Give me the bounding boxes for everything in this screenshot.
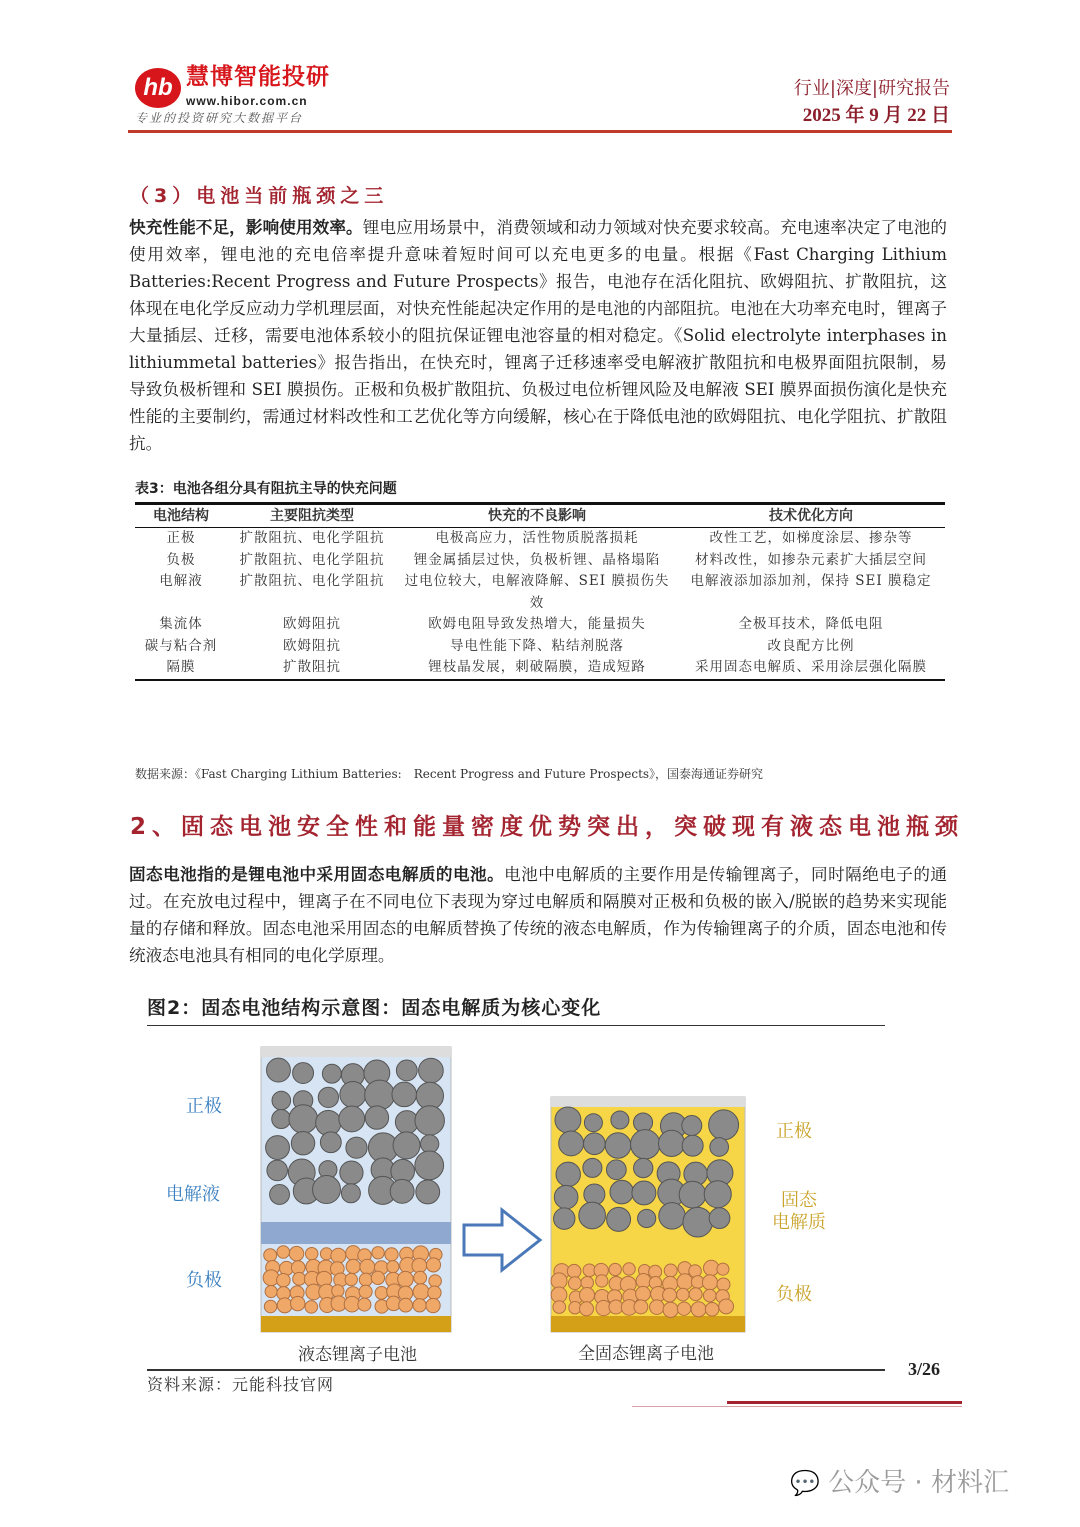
table-cell: 电解液添加添加剂，保持 SEI 膜稳定 — [690, 573, 932, 589]
footer-rule-thin — [632, 1406, 962, 1407]
label-cathode-right: 正极 — [776, 1121, 812, 1142]
table-cell: 过电位较大，电解液降解、SEI 膜损伤失效 — [404, 573, 670, 611]
table-cell: 扩散阻抗、电化学阻抗 — [239, 551, 385, 568]
cathode-particle — [272, 1091, 291, 1110]
table-cell: 扩散阻抗、电化学阻抗 — [239, 573, 385, 589]
paragraph-lead: 快充性能不足，影响使用效率。 — [129, 217, 363, 237]
cathode-particle — [556, 1162, 580, 1186]
table-cell: 全极耳技术，降低电阻 — [738, 616, 884, 632]
watermark — [790, 1466, 1009, 1500]
cathode-particle — [320, 1132, 341, 1153]
paragraph-body: 锂电应用场景中，消费领域和动力领域对快充要求较高。充电速率决定了电池的使用效率，锂电池的充电倍率提升意味着短时间可以充电更多的电量。根据《Fast Charging Lithium Batteries:Recent Progress and Future Prospects》报告，电池存在活化阻抗、欧姆阻抗、扩散阻抗，这体现在电化学反应动力学机理层面，对快充性能起决定作用的是电池的内部阻抗。电池在大功率充电时，锂离子大量插层、迁移，需要电池体系较小的阻抗保证锂电池容量的相对稳定。《Solid electrolyte interphases in lithiummetal batteries》报告指出，在快充时，锂离子迁移速率受电解液扩散阻抗和电极界面阻抗限制，易导致负极析锂和 SEI 膜损伤。正极和负极扩散阻抗、负极过电位析锂风险及电解液 SEI 膜界面损伤演化是快充性能的主要制约，需通过材料改性和工艺优化等方向缓解，核心在于降低电池的欧姆阻抗、电化学阻抗、扩散阻抗。 — [129, 218, 948, 453]
figure-bottom-rule — [147, 1369, 885, 1371]
column-header: 技术优化方向 — [677, 504, 945, 528]
label-cathode-left: 正极 — [186, 1096, 222, 1117]
cathode-particle — [340, 1081, 366, 1107]
anode-particle — [331, 1248, 346, 1263]
cathode-particle — [584, 1133, 606, 1155]
anode-particle — [305, 1247, 317, 1259]
anode-particle — [375, 1287, 388, 1300]
cathode-particle — [419, 1058, 444, 1083]
cathode-particle — [415, 1106, 444, 1135]
table-cell: 扩散阻抗 — [227, 657, 397, 680]
table-row — [135, 528, 945, 550]
anode-particle — [553, 1301, 566, 1314]
cathode-particle — [682, 1135, 703, 1156]
anode-particle — [289, 1246, 303, 1260]
anode-particle — [426, 1298, 440, 1312]
column-header: 快充的不良影响 — [397, 504, 677, 528]
table-cell: 改良配方比例 — [767, 637, 855, 654]
cathode-particle — [605, 1133, 631, 1159]
section-heading-2: 2、固态电池安全性和能量密度优势突出，突破现有液态电池瓶颈 — [130, 814, 965, 840]
cathode-particle — [554, 1208, 575, 1229]
anode-particle — [677, 1274, 693, 1290]
report-date: 2025 年 9 月 22 日 — [802, 105, 950, 126]
cathode-particle — [322, 1064, 341, 1083]
anode-particle — [277, 1246, 290, 1259]
cathode-particle — [346, 1137, 367, 1158]
paragraph-body: 电池中电解质的主要作用是传输锂离子，同时隔绝电子的通过。在充放电过程中，锂离子在不同电位下表现为穿过电解质和隔膜对正极和负极的嵌入/脱嵌的趋势来实现能量的存储和释放。固态电池采用固态的电解质替换了传统的液态电解质，作为传输锂离子的介质，固态电池和传统液态电池具有相同的电化学原理。 — [129, 865, 947, 965]
cathode-particle — [415, 1151, 444, 1180]
cathode-particle — [683, 1207, 713, 1237]
section-heading: （3）电池当前瓶颈之三 — [130, 185, 389, 207]
anode-particle — [650, 1300, 665, 1315]
logo-mark: hb — [135, 68, 181, 108]
cathode-particle — [340, 1161, 363, 1184]
anode-particle — [305, 1301, 318, 1314]
cathode-particle — [339, 1106, 365, 1132]
label-anode-left: 负极 — [186, 1270, 222, 1291]
anode-particle — [372, 1247, 384, 1259]
table-row — [135, 571, 945, 614]
arrow-icon — [464, 1210, 540, 1270]
footer-rule — [727, 1401, 962, 1404]
anode-particle — [359, 1285, 372, 1298]
cathode-particle — [392, 1082, 417, 1107]
logo-name: 慧博智能投研 — [186, 64, 330, 90]
cathode-particle — [583, 1158, 602, 1177]
column-header: 主要阻抗类型 — [227, 504, 397, 528]
anode-particle — [689, 1288, 702, 1301]
report-type: 行业|深度|研究报告 — [793, 78, 950, 99]
cathode-particle — [679, 1181, 706, 1208]
label-anode-right: 负极 — [776, 1284, 812, 1305]
cathode-particle — [293, 1063, 314, 1084]
paragraph-lead: 固态电池指的是锂电池中采用固态电解质的电池。 — [129, 864, 505, 884]
anode-particle — [346, 1259, 360, 1273]
cathode-particle — [390, 1179, 414, 1203]
table-cell: 导电性能下降、粘结剂脱落 — [450, 637, 624, 654]
anode-particle — [399, 1298, 413, 1312]
anode-particle — [414, 1271, 427, 1284]
caption-solid-battery: 全固态锂离子电池 — [578, 1344, 714, 1364]
table-cell: 正极 — [166, 530, 196, 546]
table-cell: 欧姆电阻导致发热增大，能量损失 — [428, 616, 646, 632]
page-number: 3/26 — [908, 1359, 941, 1379]
cathode-particle — [634, 1113, 653, 1132]
cathode-particle — [631, 1130, 660, 1159]
cathode-particle — [606, 1160, 626, 1180]
anode-particle — [634, 1300, 648, 1314]
anode-particle — [717, 1263, 729, 1275]
table-cell: 碳与粘合剂 — [144, 637, 218, 654]
cathode-particle — [634, 1158, 653, 1177]
cathode-particle — [421, 1135, 439, 1153]
watermark-text: 公众号 · 材料汇 — [828, 1468, 1009, 1498]
anode-particle — [677, 1302, 690, 1315]
table-row — [135, 636, 945, 658]
table-header-row — [135, 504, 945, 528]
anode-particle — [332, 1285, 344, 1297]
table-cell: 欧姆阻抗 — [283, 616, 341, 632]
column-header: 电池结构 — [135, 504, 227, 528]
cathode-particle — [396, 1060, 417, 1081]
anode-particle — [429, 1275, 442, 1288]
cathode-particle — [710, 1138, 729, 1157]
anode-particle — [291, 1296, 305, 1310]
table-cell: 材料改性，如掺杂元素扩大插层空间 — [695, 551, 927, 568]
logo-url[interactable]: www.hibor.com.cn — [186, 94, 308, 108]
cathode-particle — [559, 1131, 584, 1156]
cathode-particle — [289, 1105, 318, 1134]
anode-particle — [413, 1284, 429, 1300]
anode-particle — [358, 1298, 371, 1311]
anode-particle — [717, 1278, 730, 1291]
anode-particle — [413, 1299, 426, 1312]
anode-particle — [568, 1277, 581, 1290]
cathode-particle — [318, 1087, 338, 1107]
table-cell: 锂金属插层过快，负极析锂、晶格塌陷 — [413, 551, 661, 568]
cathode-particle — [584, 1114, 602, 1132]
anode-particle — [293, 1272, 306, 1285]
anode-particle — [705, 1303, 719, 1317]
figure-title-rule — [147, 1025, 885, 1026]
cathode-particle — [658, 1130, 684, 1156]
table-cell: 改性工艺，如梯度涂层、掺杂等 — [709, 530, 913, 546]
table-cell: 扩散阻抗、电化学阻抗 — [239, 530, 385, 546]
table-cell: 欧姆阻抗 — [283, 637, 341, 654]
cathode-particle — [266, 1136, 290, 1160]
cathode-particle — [638, 1209, 656, 1227]
anode-particle — [426, 1258, 440, 1272]
anode-particle — [359, 1273, 372, 1286]
cathode-particle — [659, 1203, 685, 1229]
anode-particle — [609, 1263, 621, 1275]
cathode-particle — [416, 1180, 440, 1204]
anode-particle — [277, 1298, 292, 1313]
cathode-particle — [365, 1080, 395, 1110]
figure-title: 图2：固态电池结构示意图：固态电解质为核心变化 — [147, 997, 602, 1019]
cathode-particle — [555, 1107, 581, 1133]
figure-source: 资料来源：元能科技官网 — [147, 1375, 335, 1394]
cathode-particle — [554, 1185, 578, 1209]
anode-particle — [345, 1273, 357, 1285]
table-row — [135, 614, 945, 636]
anode-particle — [398, 1271, 414, 1287]
anode-particle — [636, 1286, 651, 1301]
wechat-icon: 💬 — [790, 1469, 820, 1497]
anode-particle — [264, 1249, 277, 1262]
liquid-battery-cell — [261, 1047, 451, 1332]
anode-particle — [579, 1302, 593, 1316]
anode-particle — [264, 1300, 276, 1312]
table-title: 表3：电池各组分具有阻抗主导的快充问题 — [135, 481, 397, 497]
caption-liquid-battery: 液态锂离子电池 — [298, 1345, 417, 1365]
anode-particle — [277, 1273, 291, 1287]
cathode-particle — [632, 1181, 656, 1205]
anode-particle — [371, 1271, 384, 1284]
anode-particle — [580, 1287, 595, 1302]
anode-particle — [387, 1261, 399, 1273]
cathode-particle — [607, 1207, 631, 1231]
solid-battery-cell — [551, 1097, 745, 1332]
cathode-particle — [709, 1208, 730, 1229]
anode-particle — [596, 1275, 608, 1287]
anode-particle — [677, 1288, 690, 1301]
table-cell: 隔膜 — [135, 657, 227, 680]
table-cell: 电解液 — [159, 573, 203, 589]
anode-particle — [265, 1285, 277, 1297]
cathode-particle — [365, 1106, 388, 1129]
paragraph-fast-charging — [129, 214, 947, 457]
anode-particle — [623, 1263, 635, 1275]
anode-particle — [412, 1258, 427, 1273]
cathode-particle — [272, 1110, 291, 1129]
paragraph-solid-state — [129, 861, 947, 969]
anode-particle — [719, 1299, 734, 1314]
anode-particle — [567, 1264, 581, 1278]
cathode-particle — [270, 1185, 290, 1205]
cathode-particle — [393, 1132, 420, 1159]
logo-slogan: 专业的投资研究大数据平台 — [135, 111, 304, 125]
anode-particle — [663, 1288, 677, 1302]
cathode-particle — [341, 1184, 360, 1203]
cathode-particle — [610, 1180, 634, 1204]
cathode-particle — [611, 1111, 629, 1129]
cathode-particle — [682, 1116, 702, 1136]
anode-particle — [702, 1275, 717, 1290]
fast-charging-table — [135, 502, 945, 681]
cathode-particle — [579, 1202, 606, 1229]
table-row — [135, 550, 945, 572]
label-electrolyte-left: 电解液 — [166, 1184, 220, 1205]
cathode-particle — [709, 1110, 739, 1140]
anode-particle — [428, 1286, 441, 1299]
table-source: 数据来源：《Fast Charging Lithium Batteries: Recent Progress and Future Prospects》，国泰海通证券研究 — [135, 767, 764, 781]
cathode-particle — [267, 1058, 291, 1082]
cathode-particle — [267, 1160, 288, 1181]
anode-particle — [385, 1248, 398, 1261]
cathode-particle — [291, 1132, 314, 1155]
cathode-particle — [313, 1176, 341, 1204]
table-cell: 锂枝晶发展，刺破隔膜，造成短路 — [397, 657, 677, 680]
table-cell: 负极 — [166, 551, 196, 568]
anode-particle — [344, 1296, 360, 1312]
anode-particle — [664, 1264, 677, 1277]
anode-particle — [703, 1289, 716, 1302]
anode-particle — [663, 1302, 678, 1317]
anode-particle — [360, 1259, 375, 1274]
anode-particle — [691, 1302, 706, 1317]
table-cell: 集流体 — [159, 616, 203, 632]
table-cell: 采用固态电解质、采用涂层强化隔膜 — [677, 657, 945, 680]
table-row — [135, 657, 945, 680]
cathode-particle — [704, 1181, 731, 1208]
header-divider — [128, 130, 952, 133]
label-solid-electrolyte-right: 固态 电解质 — [772, 1190, 826, 1233]
table-cell: 电极高应力，活性物质脱落损耗 — [435, 530, 639, 546]
